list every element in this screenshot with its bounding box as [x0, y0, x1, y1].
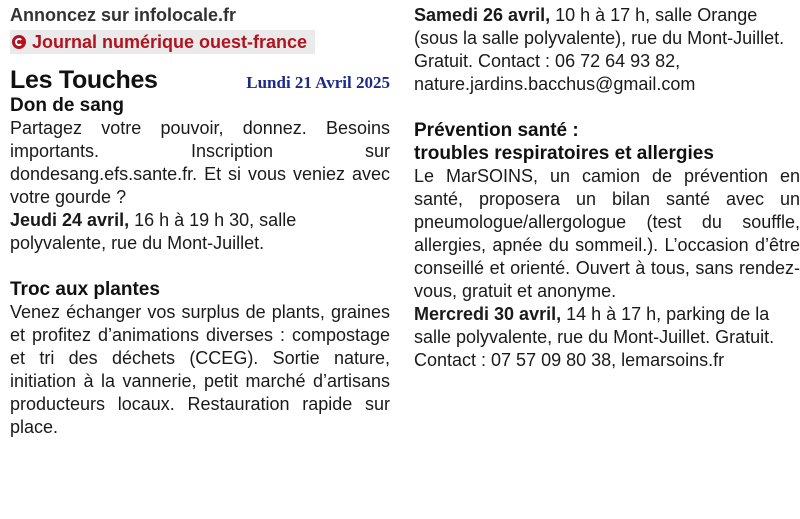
announce-line: Annoncez sur infolocale.fr: [10, 5, 237, 25]
brand-bar: [10, 30, 315, 54]
don-de-sang-event-date: Jeudi 24 avril,: [10, 210, 130, 230]
don-de-sang-body: Partagez votre pouvoir, donnez. Besoins importants. Inscription sur dondesang.efs.sante.fr. Et si vous veniez avec votre gourde ?: [10, 118, 390, 207]
troc-event-date: Samedi 26 avril,: [414, 5, 551, 25]
troc-body: Venez échanger vos surplus de plants, graines et profitez d’animations diverses : compostage et tri des déchets (CCEG). Sortie nature, initiation à la vannerie, petit marché d’artisans producteurs locaux. Restauration rapide sur place.: [10, 302, 390, 437]
don-de-sang-event-details: 16 h à 19 h 30, salle polyvalente, rue du Mont-Juillet.: [10, 210, 297, 253]
town-row: [10, 66, 390, 94]
prevention-event: [414, 303, 800, 372]
ouest-france-logo-icon: [12, 35, 26, 49]
right-column: [414, 4, 800, 372]
issue-date: Lundi 21 Avril 2025: [246, 73, 390, 92]
brand-label: Journal numérique ouest-france: [32, 32, 308, 52]
don-de-sang-event: [10, 209, 390, 255]
left-column: [10, 4, 390, 439]
prevention-title-1: Prévention santé :: [414, 120, 579, 141]
prevention-title-2: troubles respiratoires et allergies: [414, 143, 714, 164]
prevention-event-date: Mercredi 30 avril,: [414, 304, 562, 324]
troc-event: [414, 4, 800, 96]
prevention-body: Le MarSOINS, un camion de prévention en santé, proposera un bilan santé avec un pneumologue/allergologue (test du souffle, allergies, apnée du sommeil.). L’occasion d’être conseillé et orienté. Ouvert à tous, sans rendez-vous, gratuit et anonyme.: [414, 166, 800, 301]
prevention-event-details: 14 h à 17 h, parking de la salle polyvalente, rue du Mont-Juillet. Gratuit. Contact : 07 57 09 80 38, lemarsoins.fr: [414, 304, 775, 370]
troc-title: Troc aux plantes: [10, 279, 160, 300]
troc-event-details: 10 h à 17 h, salle Orange (sous la salle polyvalente), rue du Mont-Juillet. Gratuit. Contact : 06 72 64 93 82, nature.jardins.bacchus@gmail.com: [414, 5, 785, 94]
town-heading: Les Touches: [10, 66, 158, 94]
don-de-sang-title: Don de sang: [10, 95, 125, 116]
